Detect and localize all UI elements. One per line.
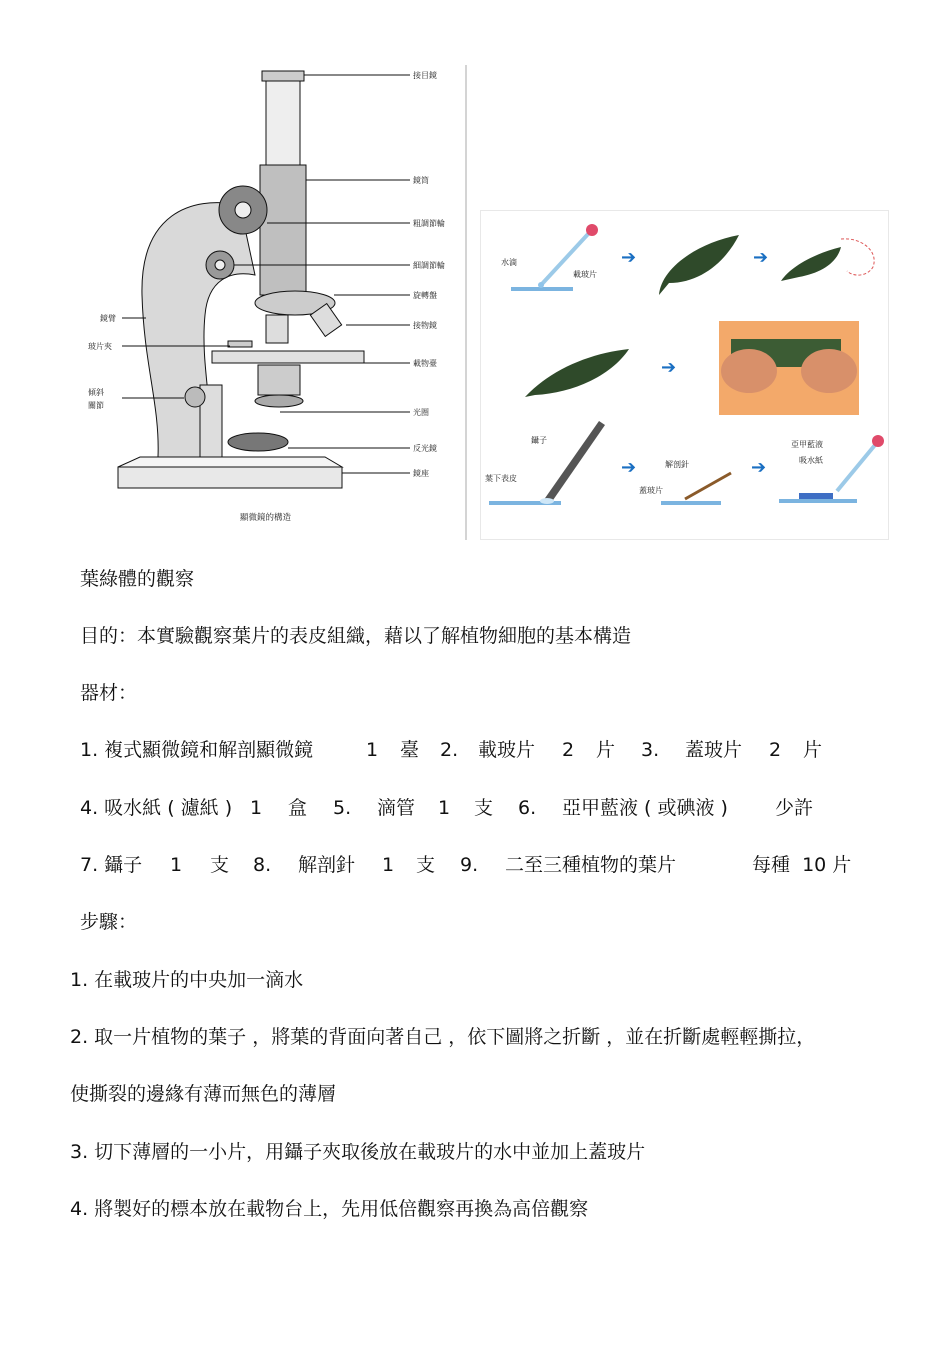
- material-item: 7. 鑷子: [80, 854, 143, 876]
- material-qty: 每種 10 片: [752, 854, 852, 876]
- label-tilt-2: 關節: [88, 401, 104, 410]
- material-qty: 2: [769, 739, 782, 761]
- microscope-diagram: [80, 65, 470, 540]
- material-num: 3.: [641, 739, 660, 761]
- material-item: 滴管: [377, 797, 416, 819]
- material-num: 6.: [518, 797, 537, 819]
- material-unit: 支: [210, 854, 230, 876]
- label-objective: 接物鏡: [413, 321, 437, 330]
- materials-heading: 器材：: [80, 682, 138, 704]
- label-fine: 細調節輪: [413, 261, 445, 270]
- material-item: 4. 吸水紙 ( 濾紙 ): [80, 797, 233, 819]
- label-paper: 吸水紙: [799, 456, 823, 465]
- label-tube: 鏡筒: [413, 176, 429, 185]
- label-slide: 載玻片: [573, 270, 597, 279]
- arrow-icon: ➔: [751, 457, 767, 478]
- arrow-icon: ➔: [753, 247, 769, 268]
- material-unit: 支: [474, 797, 494, 819]
- step-1: 1. 在載玻片的中央加一滴水: [70, 969, 304, 991]
- doc-purpose: 目的：本實驗觀察葉片的表皮組織，藉以了解植物細胞的基本構造: [80, 625, 632, 647]
- material-unit: 臺: [400, 739, 420, 761]
- material-num: 9.: [460, 854, 479, 876]
- label-coarse: 粗調節輪: [413, 219, 445, 228]
- material-item: 蓋玻片: [685, 739, 743, 761]
- material-qty: 1: [366, 739, 379, 761]
- material-qty: 1: [382, 854, 395, 876]
- material-num: 2.: [440, 739, 459, 761]
- arrow-icon: ➔: [621, 247, 637, 268]
- step-3: 3. 切下薄層的一小片，用鑷子夾取後放在載玻片的水中並加上蓋玻片: [70, 1141, 646, 1163]
- step-2-cont: 使撕裂的邊緣有薄而無色的薄層: [70, 1083, 337, 1105]
- label-nosepiece: 旋轉盤: [413, 291, 437, 300]
- microscope-caption: 顯微鏡的構造: [240, 513, 292, 523]
- arrow-icon: ➔: [661, 357, 677, 378]
- material-item: 1. 複式顯微鏡和解剖顯微鏡: [80, 739, 314, 761]
- material-num: 8.: [253, 854, 272, 876]
- material-num: 5.: [333, 797, 352, 819]
- label-needle: 解剖針: [665, 460, 689, 469]
- label-tilt-1: 傾斜: [88, 388, 104, 397]
- label-base: 鏡座: [413, 469, 429, 478]
- material-qty: 1: [438, 797, 451, 819]
- label-clip: 玻片夾: [88, 342, 112, 351]
- material-qty: 少許: [775, 797, 814, 819]
- arrow-icon: ➔: [621, 457, 637, 478]
- label-water: 水滴: [501, 258, 517, 267]
- material-item: 亞甲藍液 ( 或碘液 ): [562, 797, 728, 819]
- label-stain: 亞甲藍液: [791, 440, 823, 449]
- material-qty: 1: [170, 854, 183, 876]
- material-unit: 盒: [288, 797, 308, 819]
- label-cover: 蓋玻片: [639, 486, 663, 495]
- material-qty: 1: [250, 797, 263, 819]
- step-4: 4. 將製好的標本放在載物台上，先用低倍觀察再換為高倍觀察: [70, 1198, 589, 1220]
- leaf-procedure-figure: [480, 210, 889, 540]
- steps-heading: 步驟：: [80, 911, 138, 933]
- material-unit: 片: [803, 739, 823, 761]
- label-stage: 載物臺: [413, 359, 437, 368]
- material-qty: 2: [562, 739, 575, 761]
- label-diaphragm: 光圈: [413, 408, 429, 417]
- label-eyepiece: 接目鏡: [413, 71, 437, 80]
- material-unit: 支: [416, 854, 436, 876]
- material-unit: 片: [596, 739, 616, 761]
- material-item: 載玻片: [478, 739, 536, 761]
- label-epidermis: 葉下表皮: [485, 474, 517, 483]
- material-item: 解剖針: [298, 854, 356, 876]
- label-tweezers: 鑷子: [531, 436, 547, 445]
- label-arm: 鏡臂: [100, 314, 116, 323]
- doc-title: 葉綠體的觀察: [80, 568, 195, 590]
- step-2: 2. 取一片植物的葉子 ，將葉的背面向著自己 ，依下圖將之折斷 ，並在折斷處輕輕撕拉，: [70, 1026, 816, 1048]
- label-mirror: 反光鏡: [413, 444, 437, 453]
- material-item: 二至三種植物的葉片: [505, 854, 677, 876]
